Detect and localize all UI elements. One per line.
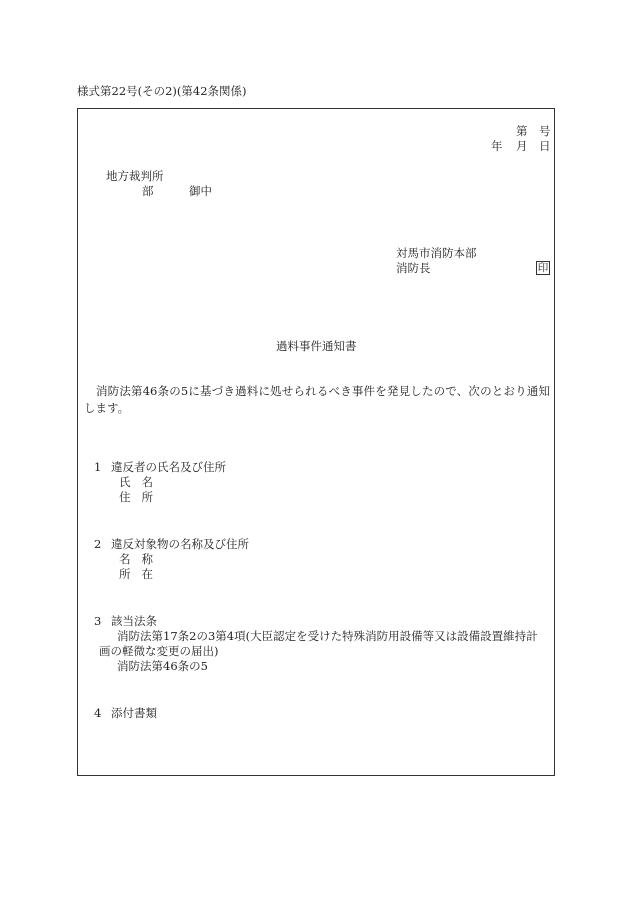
intro-paragraph: 消防法第46条の5に基づき過料に処せられるべき事件を発見したので、次のとおり通知します。 <box>84 384 550 415</box>
date-year: 年 <box>491 139 503 153</box>
section-1-heading: 違反者の氏名及び住所 <box>111 460 226 474</box>
section-1-address-label <box>119 492 153 504</box>
section-4-number: 4 <box>94 706 102 720</box>
label-char: 称 <box>141 552 153 566</box>
section-2-number: 2 <box>94 537 102 551</box>
seal-mark: 印 <box>537 262 549 274</box>
label-char: 名 <box>119 552 131 566</box>
label-char: 名 <box>141 475 153 489</box>
section-1-number: 1 <box>94 460 102 474</box>
addressee-honorific: 御中 <box>189 184 212 198</box>
label-char: 所 <box>141 490 153 504</box>
section-2-name-label <box>119 554 153 566</box>
label-char: 在 <box>141 567 153 581</box>
section-4-heading: 添付書類 <box>111 706 157 720</box>
section-3-law-1: 消防法第17条2の3第4項(大臣認定を受けた特殊消防用設備等又は設備設置維持計 <box>117 629 538 643</box>
sender-title: 消防長 <box>396 261 431 275</box>
section-2-heading: 違反対象物の名称及び住所 <box>111 537 249 551</box>
date-month: 月 <box>516 139 528 153</box>
sender-organization: 対馬市消防本部 <box>396 246 477 260</box>
label-char: 住 <box>119 490 131 504</box>
addressee-division: 部 <box>142 184 154 198</box>
document-title: 過料事件通知書 <box>276 339 357 353</box>
date-day: 日 <box>539 139 551 153</box>
section-3-heading: 該当法条 <box>111 614 157 628</box>
document-number-suffix: 号 <box>539 124 551 138</box>
section-3-law-1-continued: 画の軽微な変更の届出) <box>99 644 219 658</box>
label-char: 所 <box>119 567 131 581</box>
section-2-location-label <box>119 569 153 581</box>
form-label: 様式第22号(その2)(第42条関係) <box>77 84 247 98</box>
document-number-prefix: 第 <box>516 124 528 138</box>
section-3-number: 3 <box>94 614 102 628</box>
section-1-name-label <box>119 477 153 489</box>
label-char: 氏 <box>119 475 131 489</box>
form-border <box>77 108 555 776</box>
addressee-court: 地方裁判所 <box>106 169 164 183</box>
section-3-law-2: 消防法第46条の5 <box>117 659 208 673</box>
